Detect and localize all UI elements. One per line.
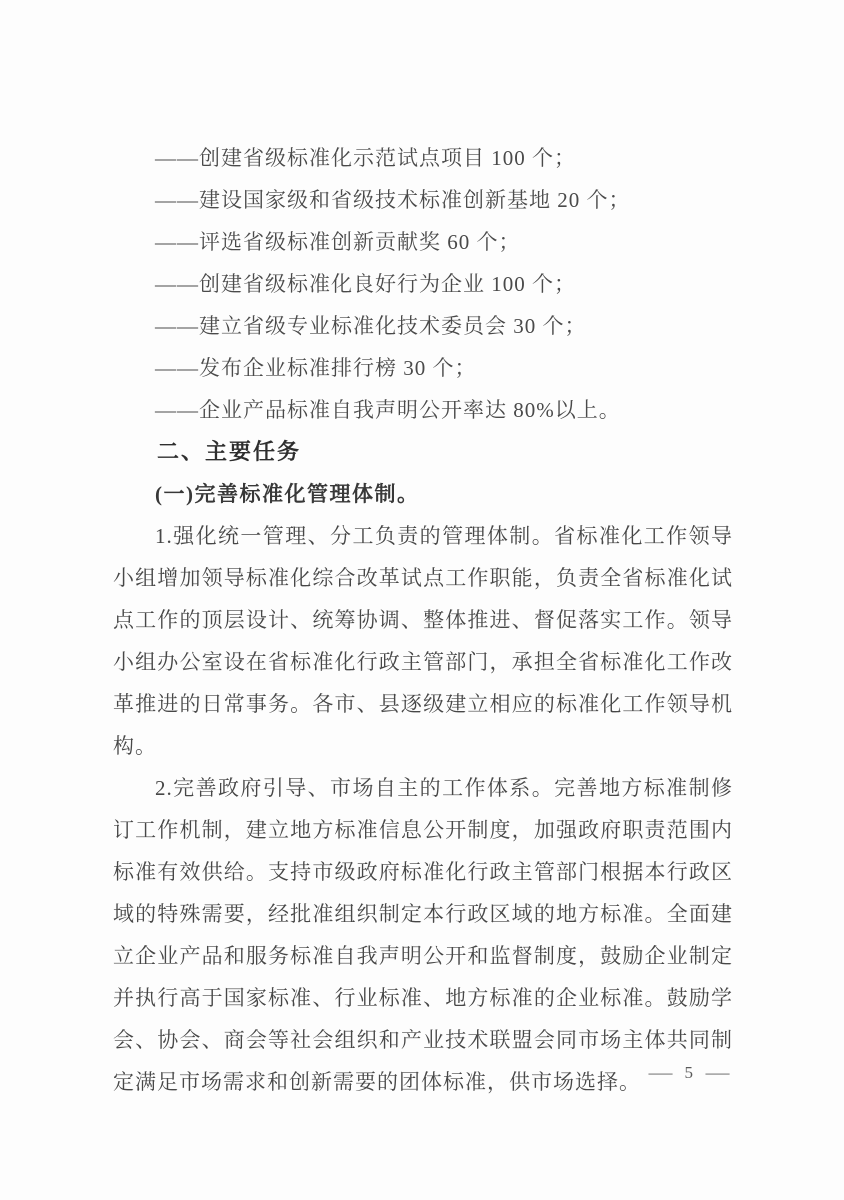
- dash-list-item: ——建设国家级和省级技术标准创新基地 20 个；: [155, 188, 631, 212]
- dash-list-item: ——企业产品标准自我声明公开率达 80%以上。: [155, 398, 621, 422]
- dash-list-item: ——建立省级专业标准化技术委员会 30 个；: [155, 314, 587, 338]
- dash-list-item: ——创建省级标准化示范试点项目 100 个；: [155, 146, 576, 170]
- footer-dash-right: —: [705, 1063, 730, 1082]
- page-number: 5: [684, 1063, 693, 1082]
- document-content: [113, 137, 733, 1103]
- dash-list-item: ——评选省级标准创新贡献奖 60 个；: [155, 230, 521, 254]
- dash-list-item: ——创建省级标准化良好行为企业 100 个；: [155, 272, 576, 296]
- section-heading: 二、主要任务: [157, 439, 302, 464]
- dash-list-item: ——发布企业标准排行榜 30 个；: [155, 356, 477, 380]
- footer-dash-left: —: [648, 1063, 672, 1082]
- subsection-heading: (一)完善标准化管理体制。: [155, 482, 420, 506]
- body-paragraph-1: 1.强化统一管理、分工负责的管理体制。省标准化工作领导小组增加领导标准化综合改革试点工作职能，负责全省标准化试点工作的顶层设计、统筹协调、整体推进、督促落实工作。领导小组办公室设在省标准化行政主管部门，承担全省标准化工作改革推进的日常事务。各市、县逐级建立相应的标准化工作领导机构。: [113, 524, 733, 758]
- page-footer: [648, 1063, 730, 1083]
- body-paragraph-2: 2.完善政府引导、市场自主的工作体系。完善地方标准制修订工作机制，建立地方标准信息公开制度，加强政府职责范围内标准有效供给。支持市级政府标准化行政主管部门根据本行政区域的特殊需要，经批准组织制定本行政区域的地方标准。全面建立企业产品和服务标准自我声明公开和监督制度，鼓励企业制定并执行高于国家标准、行业标准、地方标准的企业标准。鼓励学会、协会、商会等社会组织和产业技术联盟会同市场主体共同制定满足市场需求和创新需要的团体标准，供市场选择。: [113, 776, 733, 1094]
